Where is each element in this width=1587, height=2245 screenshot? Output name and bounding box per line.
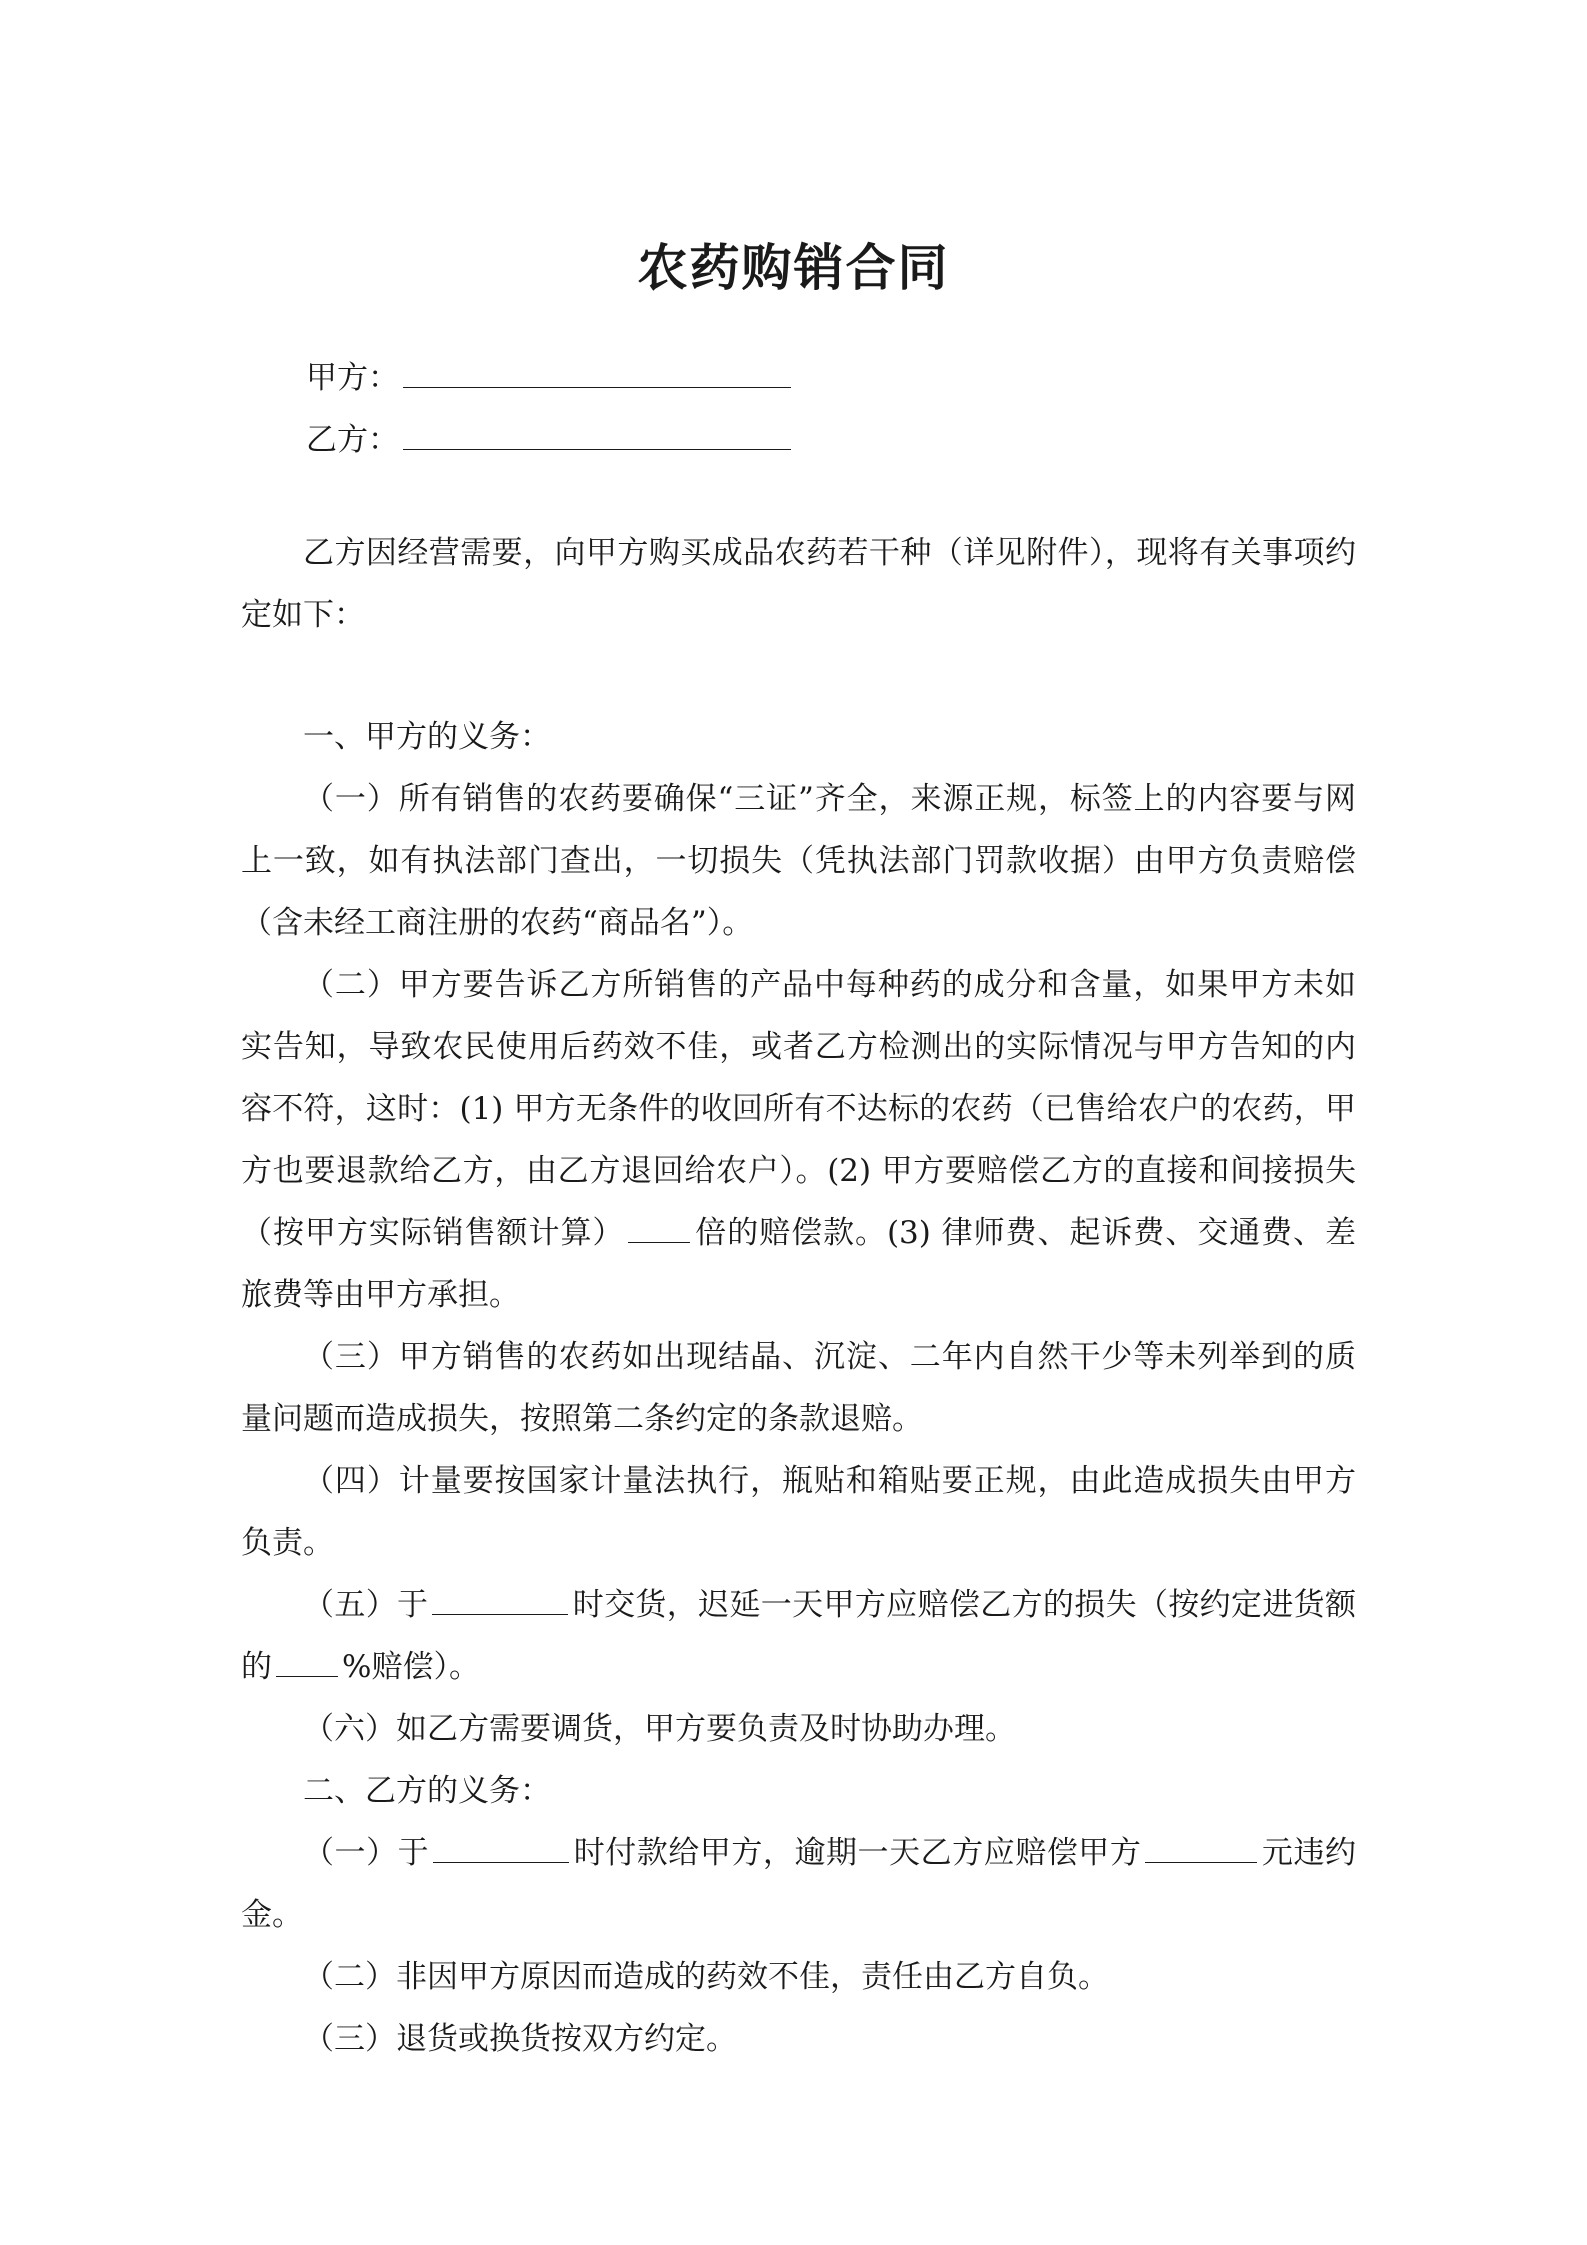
section2-item1-part1: （一）于 bbox=[303, 1835, 430, 1871]
section1-item2 bbox=[241, 954, 1356, 1326]
section1-item5 bbox=[241, 1574, 1356, 1698]
section2-item1 bbox=[241, 1822, 1356, 1946]
party-b-line bbox=[306, 420, 791, 460]
party-a-blank bbox=[403, 361, 791, 388]
party-a-label: 甲方： bbox=[306, 360, 399, 396]
section1-item2-part1: （二）甲方要告诉乙方所销售的产品中每种药的成分和含量，如果甲方未如实告知，导致农民使用后药效不佳，或者乙方检测出的实际情况与甲方告知的内容不符，这时：(1) 甲方无条件的收回所有不达标的农药（已售给农户的农药，甲方也要退款给乙方，由乙方退回给农户）。(2) 甲方要赔偿乙方的直接和间接损失（按甲方实际销售额计算） bbox=[241, 967, 1356, 1251]
section1-item5-part3: %赔偿）。 bbox=[342, 1649, 480, 1685]
penalty-amount-blank bbox=[1145, 1836, 1257, 1863]
section1-item4: （四）计量要按国家计量法执行，瓶贴和箱贴要正规，由此造成损失由甲方负责。 bbox=[241, 1463, 1356, 1561]
section1-item5-part2: 时交货，迟延一天甲方应赔偿乙方的损失（按约定进货额的 bbox=[241, 1587, 1357, 1685]
contract-body bbox=[241, 522, 1356, 2070]
section2-item1-part2: 时付款给甲方，逾期一天乙方应赔偿甲方 bbox=[573, 1835, 1142, 1871]
section1-item6: （六）如乙方需要调货，甲方要负责及时协助办理。 bbox=[303, 1711, 1016, 1747]
section2-heading: 二、乙方的义务： bbox=[303, 1773, 551, 1809]
section1-item5-part1: （五）于 bbox=[303, 1587, 429, 1623]
section2-item2: （二）非因甲方原因而造成的药效不佳，责任由乙方自负。 bbox=[303, 1959, 1109, 1995]
party-a-line bbox=[306, 358, 791, 398]
intro-paragraph: 乙方因经营需要，向甲方购买成品农药若干种（详见附件），现将有关事项约定如下： bbox=[241, 535, 1356, 633]
delivery-time-blank bbox=[432, 1588, 568, 1615]
compensation-multiple-blank bbox=[628, 1216, 690, 1243]
section2-item1-part3: 元违约金。 bbox=[241, 1835, 1357, 1933]
section1-item3: （三）甲方销售的农药如出现结晶、沉淀、二年内自然干少等未列举到的质量问题而造成损失，按照第二条约定的条款退赔。 bbox=[241, 1339, 1356, 1437]
section1-item1: （一）所有销售的农药要确保“三证”齐全，来源正规，标签上的内容要与网上一致，如有执法部门查出，一切损失（凭执法部门罚款收据）由甲方负责赔偿（含未经工商注册的农药“商品名”）。 bbox=[241, 781, 1356, 941]
section1-heading: 一、甲方的义务： bbox=[303, 719, 551, 755]
document-title: 农药购销合同 bbox=[637, 238, 950, 297]
delay-percent-blank bbox=[276, 1650, 338, 1677]
section1-item2-part2: 倍的赔偿款。(3) 律师费、起诉费、交通费、差旅费等由甲方承担。 bbox=[241, 1215, 1357, 1313]
party-b-blank bbox=[403, 423, 791, 450]
payment-time-blank bbox=[433, 1836, 569, 1863]
section2-item3: （三）退货或换货按双方约定。 bbox=[303, 2021, 737, 2057]
party-b-label: 乙方： bbox=[306, 422, 399, 458]
